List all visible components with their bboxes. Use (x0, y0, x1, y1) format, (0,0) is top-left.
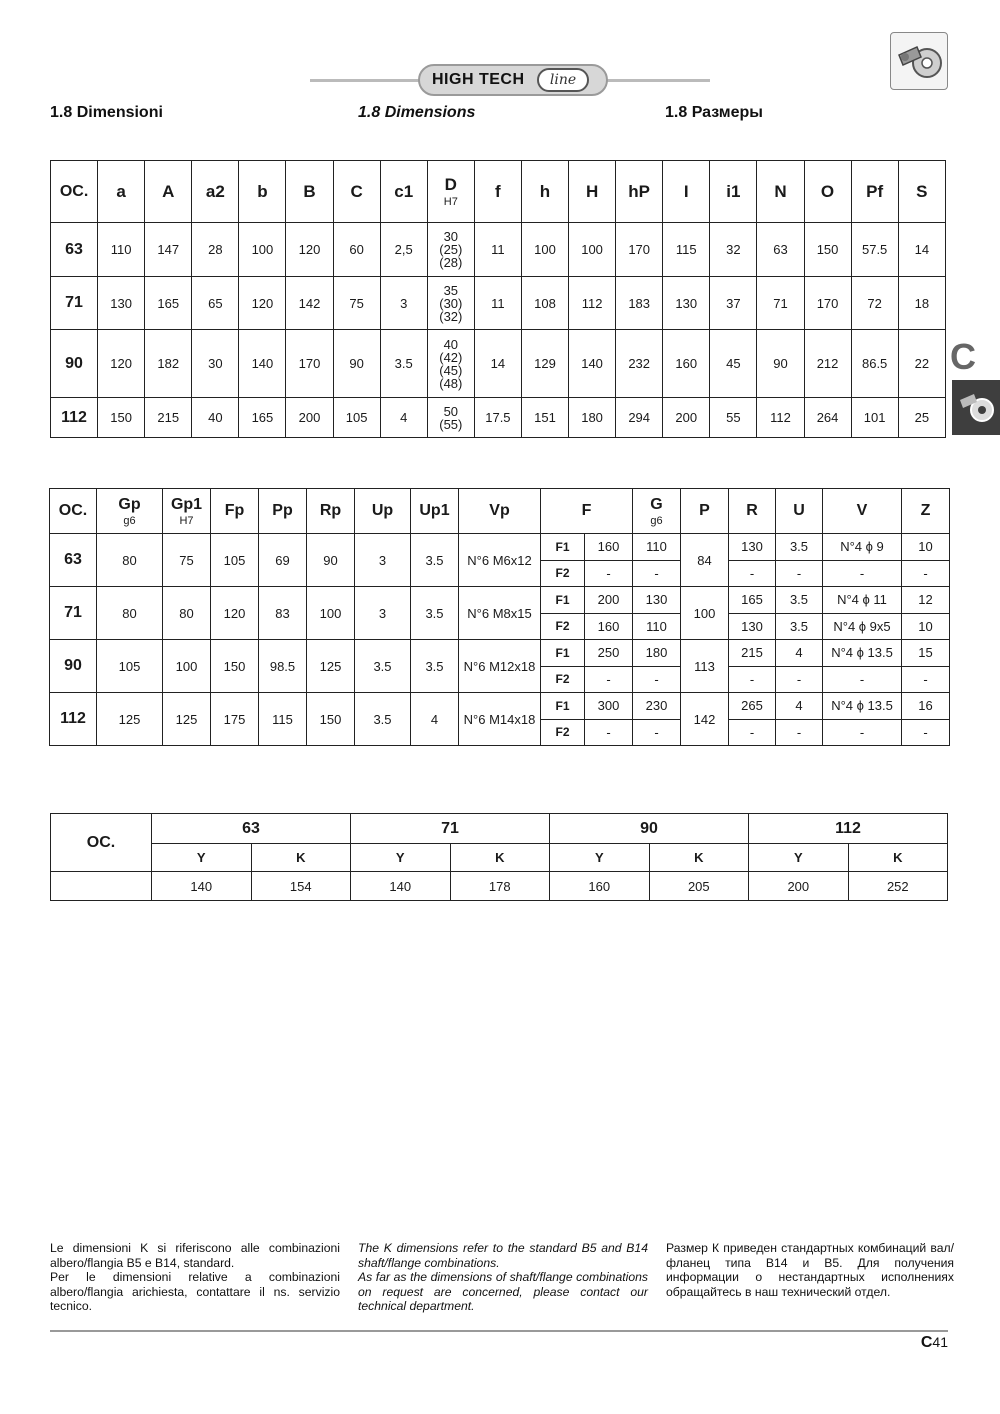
cell-h: 129 (521, 330, 568, 398)
cell-z: - (902, 666, 950, 693)
cell-fp: 120 (211, 587, 259, 640)
cell-i: 115 (663, 223, 710, 277)
cell-v: N°4 ϕ 11 (823, 587, 902, 614)
cell-a: 215 (145, 398, 192, 438)
cell-up1: 4 (411, 693, 459, 746)
cell-up: 3 (355, 534, 411, 587)
cell-g: - (633, 719, 681, 746)
cell-i1: 55 (710, 398, 757, 438)
col-z: Z (902, 489, 950, 534)
cell-rp: 90 (307, 534, 355, 587)
cell-a2: 30 (192, 330, 239, 398)
cell-n: 90 (757, 330, 804, 398)
cell-z: - (902, 560, 950, 587)
table-row (51, 277, 946, 330)
col-k: K (450, 844, 550, 872)
cell-gp1: 100 (163, 640, 211, 693)
col-f: f (474, 161, 521, 223)
cell-r: 265 (729, 693, 776, 720)
size-cell: 112 (51, 398, 98, 438)
cell-z: 12 (902, 587, 950, 614)
cell-a: 130 (98, 277, 145, 330)
cell-pf: 86.5 (851, 330, 898, 398)
cell-h: 112 (569, 277, 616, 330)
cell-p: 142 (681, 693, 729, 746)
cell-f: 300 (585, 693, 633, 720)
cell-b: 200 (286, 398, 333, 438)
cell-k: 252 (848, 872, 948, 901)
col-oc: OC. (51, 161, 98, 223)
cell-up: 3 (355, 587, 411, 640)
cell-g: - (633, 560, 681, 587)
cell-h: 180 (569, 398, 616, 438)
cell-r: 130 (729, 613, 776, 640)
cell-f: 160 (585, 613, 633, 640)
col-gp: Gp g6 (97, 489, 163, 534)
col-b: b (239, 161, 286, 223)
cell-u: 3.5 (776, 587, 823, 614)
col-a: A (145, 161, 192, 223)
cell-vp: N°6 M8x15 (459, 587, 541, 640)
col-up1: Up1 (411, 489, 459, 534)
table-row (51, 844, 948, 872)
side-tab-letter: C (950, 336, 976, 377)
cell-u: 4 (776, 640, 823, 667)
cell-up1: 3.5 (411, 534, 459, 587)
cell-pf: 101 (851, 398, 898, 438)
cell-c1: 3.5 (380, 330, 427, 398)
cell-u: 3.5 (776, 534, 823, 561)
side-gear-icon (952, 380, 1000, 435)
cell-a: 150 (98, 398, 145, 438)
cell-k: 154 (251, 872, 351, 901)
cell-b: 140 (239, 330, 286, 398)
col-b: B (286, 161, 333, 223)
cell-z: 15 (902, 640, 950, 667)
cell-b: 142 (286, 277, 333, 330)
size-group-header: 63 (152, 814, 351, 844)
cell-h: 100 (521, 223, 568, 277)
table-row (51, 872, 948, 901)
cell-c1: 3 (380, 277, 427, 330)
col-oc: OC. (50, 489, 97, 534)
cell-i1: 32 (710, 223, 757, 277)
cell-f: - (585, 666, 633, 693)
cell-c: 90 (333, 330, 380, 398)
col-r: R (729, 489, 776, 534)
cell-n: 71 (757, 277, 804, 330)
section-title-ru: 1.8 Размеры (665, 104, 763, 121)
cell-u: - (776, 666, 823, 693)
cell-up1: 3.5 (411, 587, 459, 640)
flange-label: F1 (541, 587, 585, 614)
cell-n: 63 (757, 223, 804, 277)
table-row (50, 640, 950, 667)
flange-label: F2 (541, 719, 585, 746)
cell-pp: 115 (259, 693, 307, 746)
col-y: Y (152, 844, 252, 872)
col-v: V (823, 489, 902, 534)
dimensions-table-flange (49, 488, 950, 746)
cell-a: 120 (98, 330, 145, 398)
dimensions-table-yk (50, 813, 948, 901)
size-group-header: 90 (550, 814, 749, 844)
cell-up: 3.5 (355, 640, 411, 693)
cell-a2: 40 (192, 398, 239, 438)
cell-up: 3.5 (355, 693, 411, 746)
col-oc: OC. (51, 814, 152, 872)
col-k: K (251, 844, 351, 872)
cell-a2: 65 (192, 277, 239, 330)
col-hp: hP (616, 161, 663, 223)
col-c1: c1 (380, 161, 427, 223)
note-en: The K dimensions refer to the standard B5 and B14 shaft/flange combinations. As far as the dimensions of shaft/flange combinations on request are concerned, please contact our technical department. (358, 1241, 648, 1313)
col-i1: i1 (710, 161, 757, 223)
cell-s: 18 (898, 277, 945, 330)
flange-label: F1 (541, 693, 585, 720)
col-y: Y (550, 844, 650, 872)
cell-f: 200 (585, 587, 633, 614)
size-cell: 90 (50, 640, 97, 693)
size-cell: 63 (51, 223, 98, 277)
flange-label: F2 (541, 560, 585, 587)
dimensions-table-main (50, 160, 946, 438)
cell-z: 16 (902, 693, 950, 720)
cell-gp: 125 (97, 693, 163, 746)
table-row (51, 223, 946, 277)
cell-c: 105 (333, 398, 380, 438)
cell-pf: 57.5 (851, 223, 898, 277)
cell-p: 113 (681, 640, 729, 693)
col-n: N (757, 161, 804, 223)
cell-v: N°4 ϕ 13.5 (823, 640, 902, 667)
cell-fp: 175 (211, 693, 259, 746)
cell-i1: 37 (710, 277, 757, 330)
cell-hp: 294 (616, 398, 663, 438)
cell-o: 170 (804, 277, 851, 330)
side-tab-box (952, 380, 1000, 435)
col-c: C (333, 161, 380, 223)
cell-g: 110 (633, 613, 681, 640)
cell-a: 110 (98, 223, 145, 277)
cell-f: 250 (585, 640, 633, 667)
cell-k: 178 (450, 872, 550, 901)
col-p: P (681, 489, 729, 534)
cell-r: 215 (729, 640, 776, 667)
cell-b: 170 (286, 330, 333, 398)
cell-r: - (729, 719, 776, 746)
col-a: a (98, 161, 145, 223)
cell-c1: 4 (380, 398, 427, 438)
cell-o: 150 (804, 223, 851, 277)
flange-label: F1 (541, 534, 585, 561)
cell-f: 11 (474, 223, 521, 277)
cell-c: 60 (333, 223, 380, 277)
cell-z: 10 (902, 613, 950, 640)
cell-hp: 232 (616, 330, 663, 398)
cell-r: 130 (729, 534, 776, 561)
note-ru: Размер К приведен стандартных комбинаций вал/фланец типа B14 и B5. Для получения информации о нестандартных исполнениях обращайтесь в наш технический отдел. (666, 1241, 954, 1299)
table-row (51, 398, 946, 438)
cell-a2: 28 (192, 223, 239, 277)
cell-y: 140 (152, 872, 252, 901)
cell-c: 75 (333, 277, 380, 330)
cell-v: N°4 ϕ 9x5 (823, 613, 902, 640)
size-cell: 63 (50, 534, 97, 587)
cell-f: - (585, 719, 633, 746)
col-vp: Vp (459, 489, 541, 534)
size-cell: 71 (51, 277, 98, 330)
cell-p: 100 (681, 587, 729, 640)
col-a2: a2 (192, 161, 239, 223)
cell-a: 165 (145, 277, 192, 330)
cell-f: 14 (474, 330, 521, 398)
cell-u: - (776, 560, 823, 587)
gear-reducer-icon (890, 32, 948, 90)
col-h: H (569, 161, 616, 223)
cell-y: 160 (550, 872, 650, 901)
col-o: O (804, 161, 851, 223)
cell-v: - (823, 666, 902, 693)
cell-i1: 45 (710, 330, 757, 398)
cell-f: 17.5 (474, 398, 521, 438)
footer-rule (50, 1330, 948, 1332)
cell-h: 140 (569, 330, 616, 398)
cell-y: 140 (351, 872, 451, 901)
cell-u: 3.5 (776, 613, 823, 640)
cell-fp: 105 (211, 534, 259, 587)
cell-r: 165 (729, 587, 776, 614)
size-cell: 112 (50, 693, 97, 746)
cell-rp: 150 (307, 693, 355, 746)
cell-gp: 80 (97, 534, 163, 587)
cell-z: 10 (902, 534, 950, 561)
cell-pp: 98.5 (259, 640, 307, 693)
cell-b: 100 (239, 223, 286, 277)
cell-d: 50 (55) (427, 398, 474, 438)
cell-f: 160 (585, 534, 633, 561)
cell-gp1: 80 (163, 587, 211, 640)
cell-pp: 83 (259, 587, 307, 640)
section-title-it: 1.8 Dimensioni (50, 104, 163, 121)
col-u: U (776, 489, 823, 534)
table-row (50, 587, 950, 614)
oc-empty-cell (51, 872, 152, 901)
col-g: G g6 (633, 489, 681, 534)
cell-s: 14 (898, 223, 945, 277)
cell-vp: N°6 M12x18 (459, 640, 541, 693)
cell-gp1: 125 (163, 693, 211, 746)
page-number: C41 (920, 1334, 948, 1351)
cell-r: - (729, 666, 776, 693)
cell-d: 30 (25) (28) (427, 223, 474, 277)
cell-v: N°4 ϕ 9 (823, 534, 902, 561)
col-y: Y (351, 844, 451, 872)
flange-label: F1 (541, 640, 585, 667)
cell-v: N°4 ϕ 13.5 (823, 693, 902, 720)
cell-n: 112 (757, 398, 804, 438)
flange-label: F2 (541, 666, 585, 693)
section-title-en: 1.8 Dimensions (358, 104, 476, 121)
cell-z: - (902, 719, 950, 746)
col-i: I (663, 161, 710, 223)
cell-b: 120 (286, 223, 333, 277)
cell-hp: 183 (616, 277, 663, 330)
col-f: F (541, 489, 633, 534)
cell-o: 212 (804, 330, 851, 398)
cell-b: 165 (239, 398, 286, 438)
cell-vp: N°6 M6x12 (459, 534, 541, 587)
col-y: Y (749, 844, 849, 872)
cell-gp: 80 (97, 587, 163, 640)
cell-rp: 125 (307, 640, 355, 693)
col-pf: Pf (851, 161, 898, 223)
table-row (50, 534, 950, 561)
cell-i: 200 (663, 398, 710, 438)
col-pp: Pp (259, 489, 307, 534)
cell-g: 130 (633, 587, 681, 614)
cell-a: 182 (145, 330, 192, 398)
cell-a: 147 (145, 223, 192, 277)
cell-i: 130 (663, 277, 710, 330)
size-group-header: 71 (351, 814, 550, 844)
col-s: S (898, 161, 945, 223)
cell-v: - (823, 719, 902, 746)
cell-h: 108 (521, 277, 568, 330)
col-rp: Rp (307, 489, 355, 534)
cell-y: 200 (749, 872, 849, 901)
cell-hp: 170 (616, 223, 663, 277)
cell-pf: 72 (851, 277, 898, 330)
cell-d: 35 (30) (32) (427, 277, 474, 330)
cell-g: 180 (633, 640, 681, 667)
size-cell: 90 (51, 330, 98, 398)
cell-g: - (633, 666, 681, 693)
flange-label: F2 (541, 613, 585, 640)
cell-h: 151 (521, 398, 568, 438)
col-k: K (649, 844, 749, 872)
cell-c1: 2,5 (380, 223, 427, 277)
cell-d: 40 (42) (45) (48) (427, 330, 474, 398)
size-group-header: 112 (749, 814, 948, 844)
col-up: Up (355, 489, 411, 534)
cell-s: 25 (898, 398, 945, 438)
col-fp: Fp (211, 489, 259, 534)
cell-s: 22 (898, 330, 945, 398)
cell-up1: 3.5 (411, 640, 459, 693)
size-cell: 71 (50, 587, 97, 640)
cell-u: - (776, 719, 823, 746)
cell-gp1: 75 (163, 534, 211, 587)
cell-gp: 105 (97, 640, 163, 693)
col-h: h (521, 161, 568, 223)
brand-line-badge: line (537, 68, 589, 92)
col-d: D H7 (427, 161, 474, 223)
note-it: Le dimensioni K si riferiscono alle combinazioni albero/flangia B5 e B14, standard. Per le dimensioni relative a combinazioni albero/flangia arichiesta, contattare il ns. servizio tecnico. (50, 1241, 340, 1313)
cell-p: 84 (681, 534, 729, 587)
cell-b: 120 (239, 277, 286, 330)
cell-i: 160 (663, 330, 710, 398)
cell-f: - (585, 560, 633, 587)
table-row (51, 330, 946, 398)
cell-g: 110 (633, 534, 681, 561)
cell-rp: 100 (307, 587, 355, 640)
table-row (51, 814, 948, 844)
cell-k: 205 (649, 872, 749, 901)
cell-fp: 150 (211, 640, 259, 693)
cell-h: 100 (569, 223, 616, 277)
col-k: K (848, 844, 948, 872)
cell-r: - (729, 560, 776, 587)
cell-u: 4 (776, 693, 823, 720)
cell-v: - (823, 560, 902, 587)
cell-o: 264 (804, 398, 851, 438)
col-gp1: Gp1 H7 (163, 489, 211, 534)
table-row (50, 693, 950, 720)
cell-g: 230 (633, 693, 681, 720)
cell-vp: N°6 M14x18 (459, 693, 541, 746)
cell-f: 11 (474, 277, 521, 330)
brand-title: HIGH TECH (432, 71, 525, 88)
cell-pp: 69 (259, 534, 307, 587)
